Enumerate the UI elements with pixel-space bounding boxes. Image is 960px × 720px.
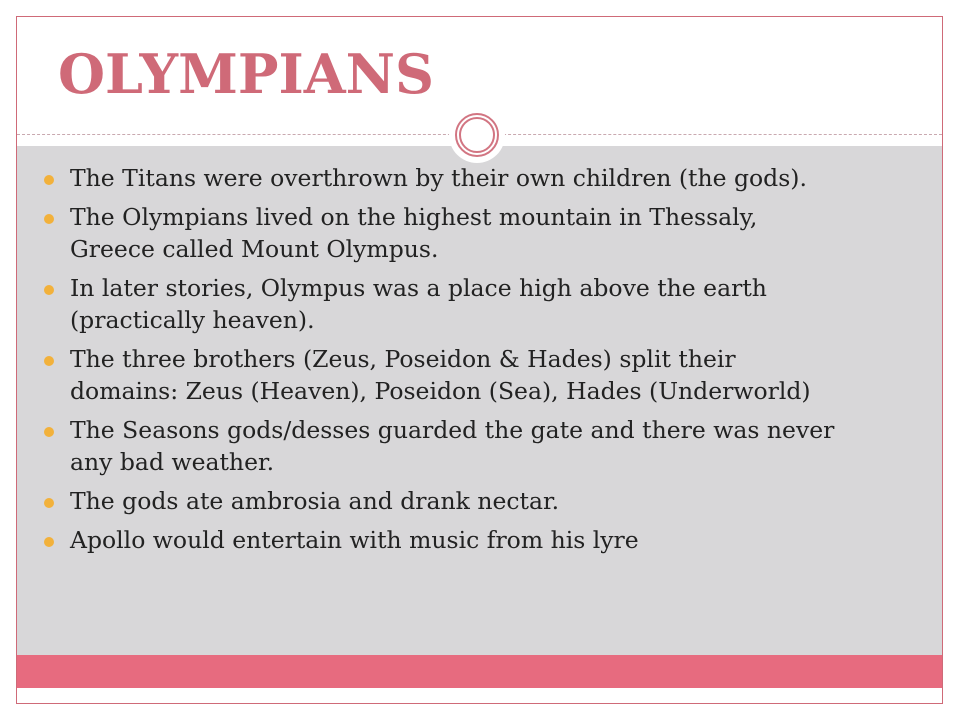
bullet-text: The Olympians lived on the highest mountain in Thessaly, Greece called Mount Olympus. bbox=[70, 203, 758, 263]
bullet-item bbox=[44, 343, 914, 407]
bullet-item bbox=[44, 162, 914, 194]
bullet-dot-icon bbox=[44, 356, 54, 366]
bullet-dot-icon bbox=[44, 537, 54, 547]
bullet-text: Apollo would entertain with music from his lyre bbox=[70, 526, 639, 554]
bullet-text: The gods ate ambrosia and drank nectar. bbox=[70, 487, 560, 515]
bullet-text: The three brothers (Zeus, Poseidon & Hades) split their domains: Zeus (Heaven), Poseidon (Sea), Hades (Underworld) bbox=[70, 345, 811, 405]
ornament-inner-ring bbox=[459, 117, 495, 153]
bullet-item bbox=[44, 485, 914, 517]
circle-ornament-icon bbox=[449, 107, 505, 163]
bullet-list bbox=[44, 162, 914, 563]
bullet-dot-icon bbox=[44, 427, 54, 437]
bullet-item bbox=[44, 524, 914, 556]
bullet-dot-icon bbox=[44, 214, 54, 224]
bullet-dot-icon bbox=[44, 175, 54, 185]
slide-title: OLYMPIANS bbox=[58, 42, 434, 106]
footer-band bbox=[17, 655, 942, 688]
bullet-text: In later stories, Olympus was a place high above the earth (practically heaven). bbox=[70, 274, 767, 334]
bullet-dot-icon bbox=[44, 285, 54, 295]
bullet-item bbox=[44, 272, 914, 336]
bullet-dot-icon bbox=[44, 498, 54, 508]
bullet-item bbox=[44, 414, 914, 478]
bullet-text: The Seasons gods/desses guarded the gate and there was never any bad weather. bbox=[70, 416, 835, 476]
bullet-text: The Titans were overthrown by their own children (the gods). bbox=[70, 164, 807, 192]
bullet-item bbox=[44, 201, 914, 265]
